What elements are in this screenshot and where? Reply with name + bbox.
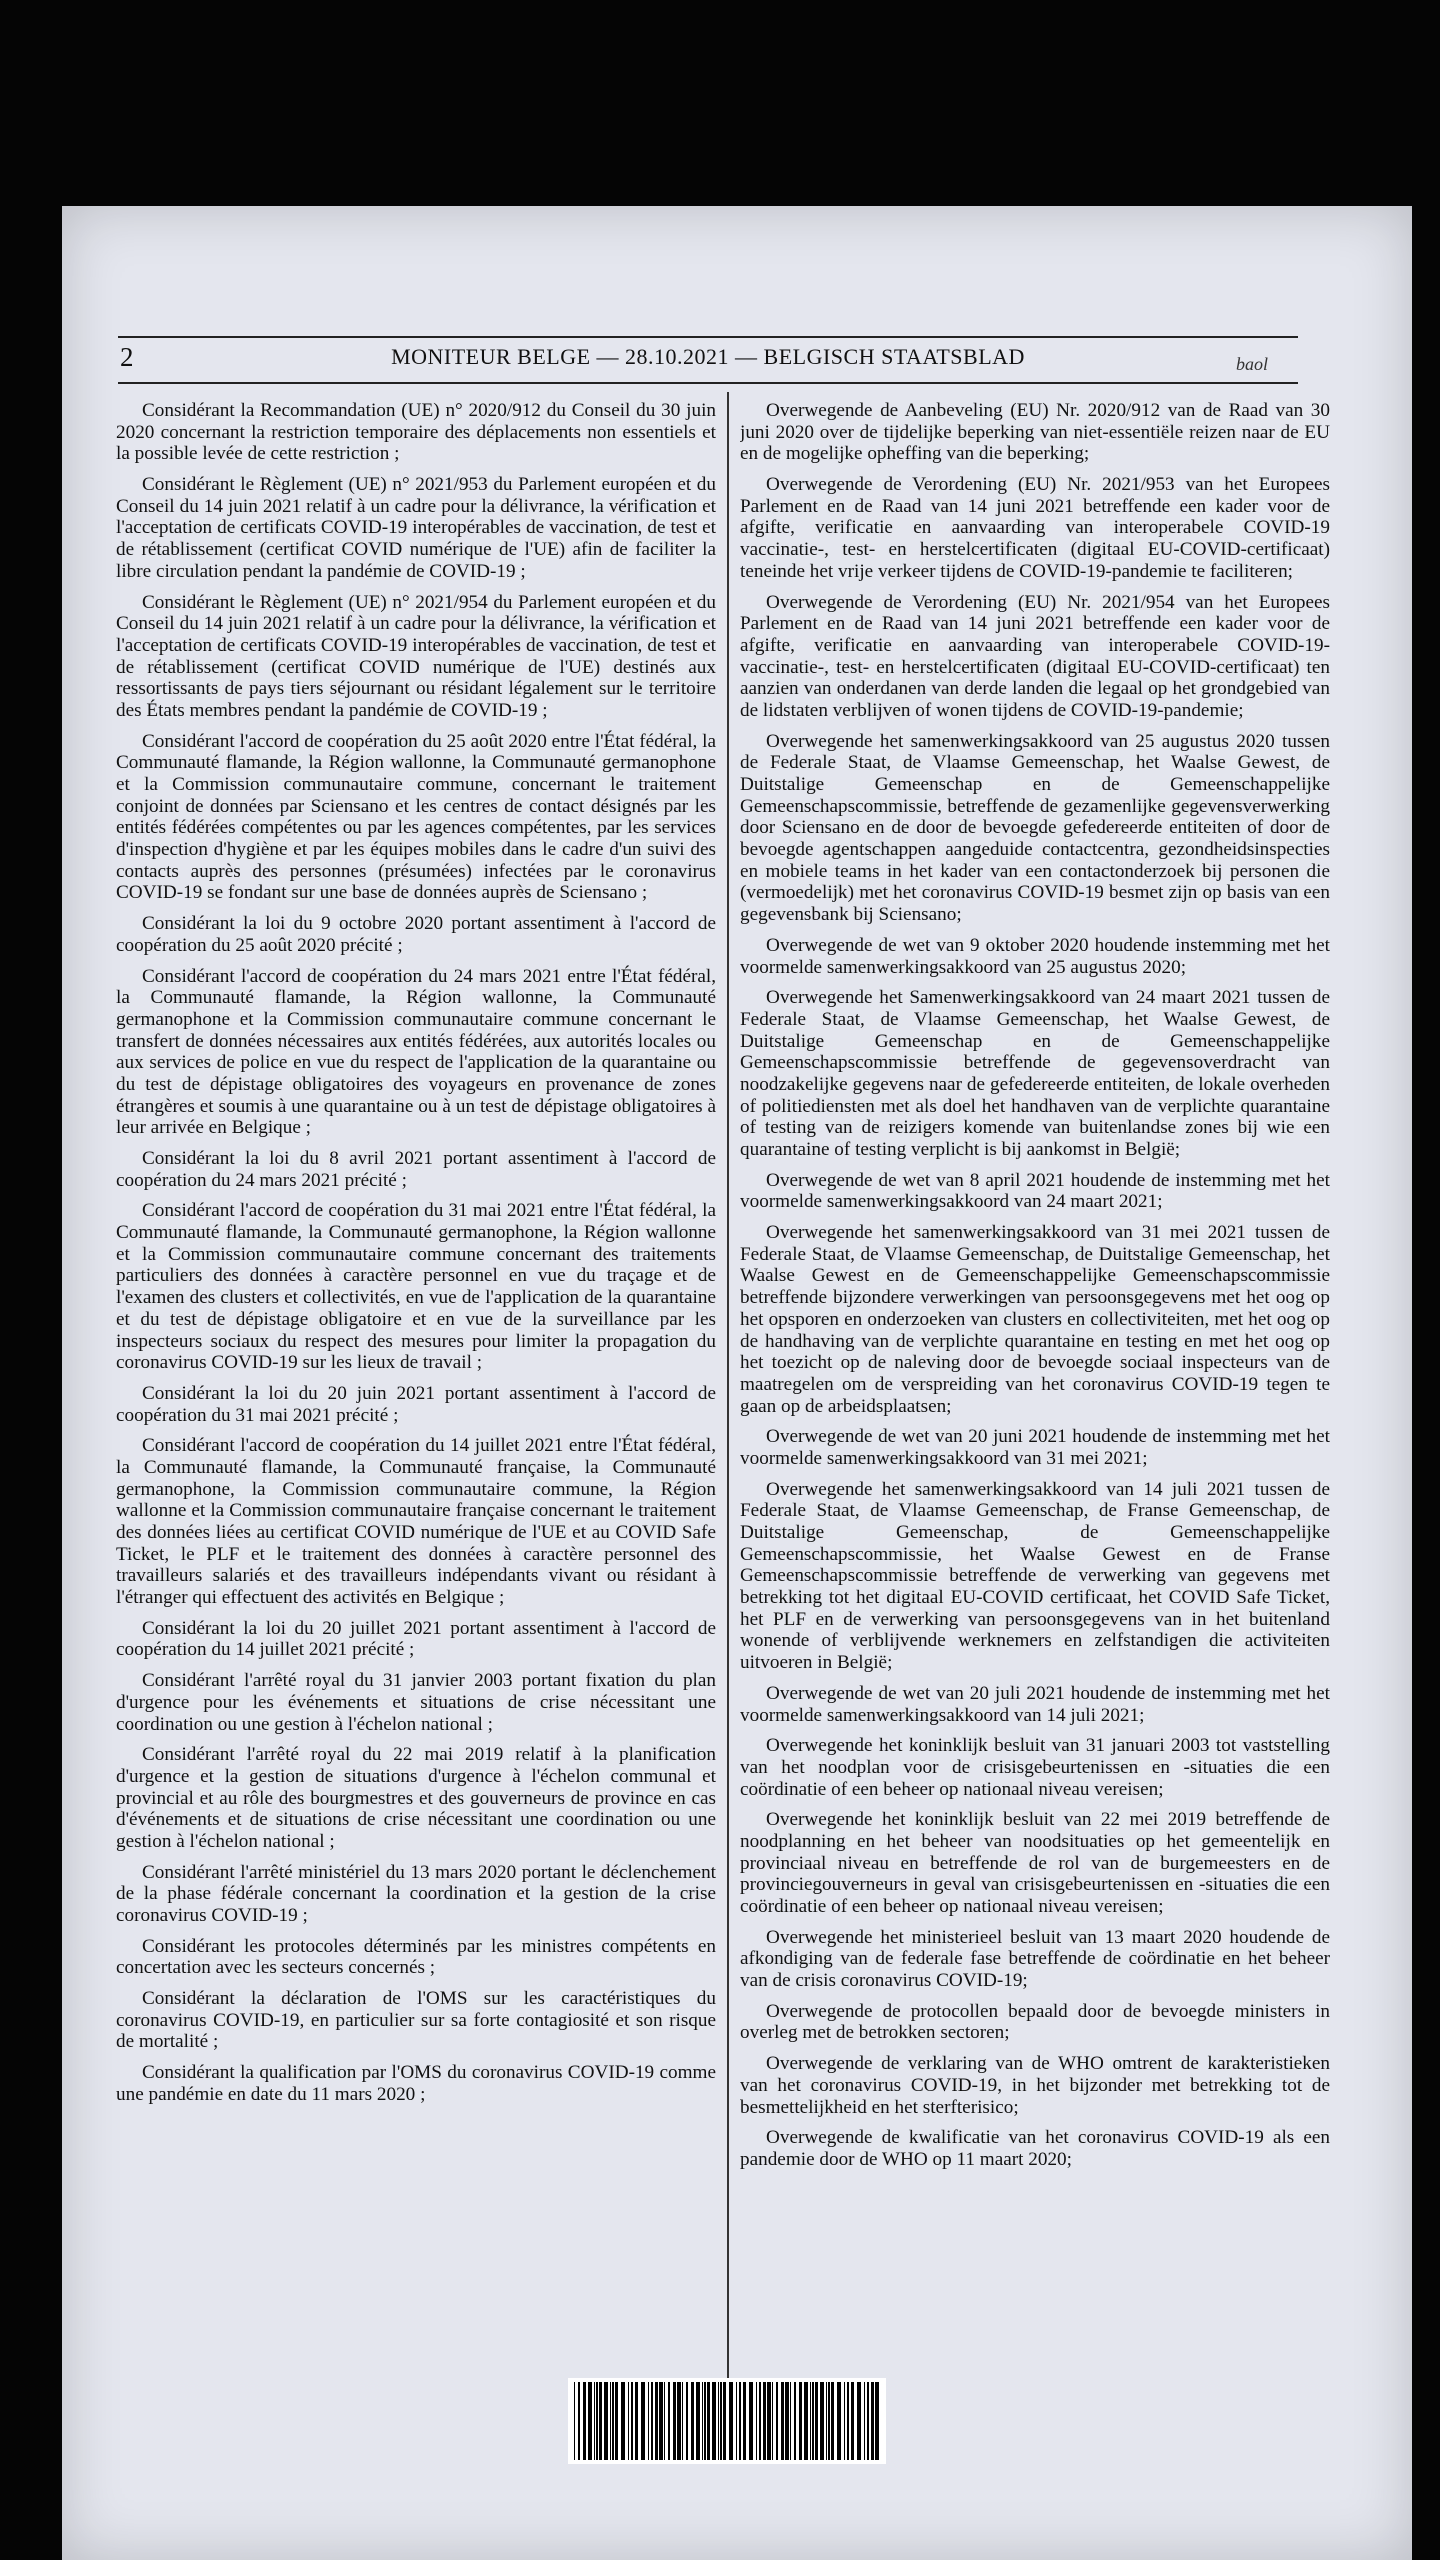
french-column [116,400,716,2430]
paragraph: Considérant le Règlement (UE) n° 2021/953 du Parlement européen et du Conseil du 14 juin 2021 relatif à un cadre pour la délivrance, la vérification et l'acceptation de certificats COVID-19 interopérables de vaccination, de test et de rétablissement (certificat COVID numérique de l'UE) afin de faciliter la libre circulation pendant la pandémie de COVID-19 ; [116,474,716,582]
column-divider [727,392,729,2422]
paragraph: Considérant l'accord de coopération du 25 août 2020 entre l'État fédéral, la Communauté flamande, la Région wallonne, la Communauté germanophone et la Commission communautaire commune, concernant le traitement conjoint de données par Sciensano et les centres de contact désignés par les entités fédérées compétentes ou par les agences compétentes, par les services d'inspection d'hygiène et par les équipes mobiles dans le cadre d'un suivi des contacts auprès des personnes (présumées) infectées par le coronavirus COVID-19 se fondant sur une base de données auprès de Sciensano ; [116,730,716,904]
paragraph: Overwegende het ministerieel besluit van 13 maart 2020 houdende de afkondiging van de federale fase betreffende de coördinatie en het beheer van de crisis coronavirus COVID-19; [740,1926,1330,1992]
dutch-column [740,400,1330,2430]
barcode [568,2378,886,2464]
paragraph: Overwegende het samenwerkingsakkoord van 31 mei 2021 tussen de Federale Staat, de Vlaamse Gemeenschap, de Duitstalige Gemeenschap, het Waalse Gewest en de Gemeenschappelijke Gemeenschapscommissie betreffende bijzondere verwerkingen van persoonsgegevens met het oog op het opsporen en onderzoeken van clusters en collectiviteiten, met het oog op de handhaving van de verplichte quarantaine en testing en met het oog op het toezicht op de naleving door de bevoegde sociaal inspecteurs van de maatregelen om de verspreiding van het coronavirus COVID-19 tegen te gaan op de arbeidsplaatsen; [740,1222,1330,1417]
paragraph: Considérant l'arrêté royal du 22 mai 2019 relatif à la planification d'urgence et la gestion de situations d'urgence à l'échelon communal et provincial et au rôle des bourgmestres et des gouverneurs de province en cas d'événements et de situations de crise nécessitant une coordination ou une gestion à l'échelon national ; [116,1744,716,1852]
paragraph: Considérant l'arrêté ministériel du 13 mars 2020 portant le déclenchement de la phase fédérale concernant la coordination et la gestion de la crise coronavirus COVID-19 ; [116,1861,716,1926]
paragraph: Considérant la loi du 9 octobre 2020 portant assentiment à l'accord de coopération du 25 août 2020 précité ; [116,913,716,956]
paragraph: Considérant l'accord de coopération du 31 mai 2021 entre l'État fédéral, la Communauté flamande, la Communauté germanophone, la Région wallonne et la Commission communautaire commune concernant des traitements particuliers des données à caractère personnel en vue du traçage et de l'examen des clusters et collectivités, en vue de l'application de la quarantaine et du test de dépistage obligatoire et en vue de la surveillance par les inspecteurs sociaux du respect des mesures pour limiter la propagation du coronavirus COVID-19 sur les lieux de travail ; [116,1200,716,1374]
paragraph: Overwegende de wet van 9 oktober 2020 houdende instemming met het voormelde samenwerkingsakkoord van 25 augustus 2020; [740,934,1330,978]
paragraph: Overwegende het samenwerkingsakkoord van 25 augustus 2020 tussen de Federale Staat, de Vlaamse Gemeenschap, het Waalse Gewest, de Duitstalige Gemeenschap en de Gemeenschappelijke Gemeenschapscommissie, betreffende de gezamenlijke gegevensverwerking door Sciensano en de door de bevoegde gefedereerde entiteiten of door de bevoegde agentschappen aangeduide contactcentra, gezondheidsinspecties en mobiele teams in het kader van een contactonderzoek bij personen die (vermoedelijk) met het coronavirus COVID-19 besmet zijn op basis van een gegevensbank bij Sciensano; [740,730,1330,926]
paragraph: Overwegende het koninklijk besluit van 31 januari 2003 tot vaststelling van het noodplan voor de crisisgebeurtenissen en -situaties die een coördinatie of een beheer op nationaal niveau vereisen; [740,1735,1330,1800]
paragraph: Considérant l'accord de coopération du 24 mars 2021 entre l'État fédéral, la Communauté flamande, la Région wallonne, la Communauté germanophone et la Commission communautaire commune concernant le transfert de données nécessaires aux entités fédérées, aux autorités locales ou aux services de police en vue du respect de l'application de la quarantaine ou du test de dépistage obligatoires des voyageurs en provenance de zones étrangères et soumis à une quarantaine ou à un test de dépistage obligatoires à leur arrivée en Belgique ; [116,965,716,1139]
page-header [118,336,1298,384]
paragraph: Considérant la loi du 20 juillet 2021 portant assentiment à l'accord de coopération du 14 juillet 2021 précité ; [116,1617,716,1661]
paragraph: Overwegende het Samenwerkingsakkoord van 24 maart 2021 tussen de Federale Staat, de Vlaamse Gemeenschap, het Waalse Gewest, de Duitstalige Gemeenschap en de Gemeenschappelijke Gemeenschapscommissie betreffende de gegevensoverdracht van noodzakelijke gegevens naar de gefedereerde entiteiten, de lokale overheden of politiediensten met als doel het handhaven van de verplichte quarantaine of testing van de reizigers komende van buitenlandse zones bij wie een quarantaine of testing verplicht is bij aankomst in België; [740,987,1330,1160]
paragraph: Considérant la déclaration de l'OMS sur les caractéristiques du coronavirus COVID-19, en particulier sur sa forte contagiosité et son risque de mortalité ; [116,1988,716,2053]
paragraph: Overwegende de protocollen bepaald door de bevoegde ministers in overleg met de betrokken sectoren; [740,2000,1330,2044]
paragraph: Overwegende de verklaring van de WHO omtrent de karakteristieken van het coronavirus COVID-19, in het bijzonder met betrekking tot de besmettelijkheid en het sterfterisico; [740,2053,1330,2118]
paragraph: Overwegende de wet van 20 juli 2021 houdende de instemming met het voormelde samenwerkingsakkoord van 14 juli 2021; [740,1682,1330,1726]
paragraph: Considérant la Recommandation (UE) n° 2020/912 du Conseil du 30 juin 2020 concernant la restriction temporaire des déplacements non essentiels et la possible levée de cette restriction ; [116,400,716,465]
page-number: 2 [120,342,134,372]
paragraph: Overwegende de wet van 8 april 2021 houdende de instemming met het voormelde samenwerkingsakkoord van 24 maart 2021; [740,1169,1330,1213]
paragraph: Considérant le Règlement (UE) n° 2021/954 du Parlement européen et du Conseil du 14 juin 2021 relatif à un cadre pour la délivrance, la vérification et l'acceptation de certificats COVID-19 interopérables de vaccination, de test et de rétablissement (certificat COVID numérique de l'UE) destinés aux ressortissants de pays tiers séjournant ou résidant légalement sur le territoire des États membres pendant la pandémie de COVID-19 ; [116,591,716,721]
paragraph: Considérant l'accord de coopération du 14 juillet 2021 entre l'État fédéral, la Communauté flamande, la Communauté française, la Communauté germanophone, la Commission communautaire commune, la Région wallonne et la Commission communautaire française concernant le traitement des données liées au certificat COVID numérique de l'UE et au COVID Safe Ticket, le PLF et le traitement des données à caractère personnel des travailleurs salariés et des travailleurs indépendants vivant ou résidant à l'étranger qui effectuent des activités en Belgique ; [116,1435,716,1609]
paragraph: Considérant la loi du 8 avril 2021 portant assentiment à l'accord de coopération du 24 mars 2021 précité ; [116,1148,716,1191]
paragraph: Considérant la qualification par l'OMS du coronavirus COVID-19 comme une pandémie en date du 11 mars 2020 ; [116,2062,716,2105]
paragraph: Considérant les protocoles déterminés par les ministres compétents en concertation avec les secteurs concernés ; [116,1935,716,1979]
handwritten-note: baol [1235,354,1268,374]
paragraph: Considérant la loi du 20 juin 2021 portant assentiment à l'accord de coopération du 31 mai 2021 précité ; [116,1382,716,1426]
paragraph: Overwegende het samenwerkingsakkoord van 14 juli 2021 tussen de Federale Staat, de Vlaamse Gemeenschap, de Franse Gemeenschap, de Duitstalige Gemeenschap, de Gemeenschappelijke Gemeenschapscommissie, het Waalse Gewest en de Franse Gemeenschapscommissie betreffende de verwerking van gegevens met betrekking tot het digitaal EU-COVID certificaat, het COVID Safe Ticket, het PLF en de verwerking van persoonsgegevens van in het buitenland wonende of verblijvende werknemers en zelfstandigen die activiteiten uitvoeren in België; [740,1478,1330,1674]
paragraph: Overwegende het koninklijk besluit van 22 mei 2019 betreffende de noodplanning en het beheer van noodsituaties op het gemeentelijk en provinciaal niveau en betreffende de rol van de burgemeesters en de provinciegouverneurs in geval van crisisgebeurtenissen en -situaties die een coördinatie of een beheer op nationaal niveau vereisen; [740,1809,1330,1917]
paragraph: Overwegende de Verordening (EU) Nr. 2021/954 van het Europees Parlement en de Raad van 14 juni 2021 betreffende een kader voor de afgifte, verificatie en aanvaarding van interoperabele COVID-19-vaccinatie-, test- en herstelcertificaten (digitaal EU-COVID-certificaat) ten aanzien van onderdanen van derde landen die legaal op het grondgebied van de lidstaten verblijven of wonen tijdens de COVID-19-pandemie; [740,591,1330,721]
paragraph: Overwegende de wet van 20 juni 2021 houdende de instemming met het voormelde samenwerkingsakkoord van 31 mei 2021; [740,1426,1330,1469]
paragraph: Overwegende de Aanbeveling (EU) Nr. 2020/912 van de Raad van 30 juni 2020 over de tijdelijke beperking van niet-essentiële reizen naar de EU en de mogelijke opheffing van die beperking; [740,400,1330,465]
paragraph: Overwegende de Verordening (EU) Nr. 2021/953 van het Europees Parlement en de Raad van 14 juni 2021 betreffende een kader voor de afgifte, verificatie en aanvaarding van interoperabele COVID-19 vaccinatie-, test- en herstelcertificaten (digitaal EU-COVID-certificaat) teneinde het vrije verkeer tijdens de COVID-19-pandemie te faciliteren; [740,474,1330,582]
paragraph: Overwegende de kwalificatie van het coronavirus COVID-19 als een pandemie door de WHO op 11 maart 2020; [740,2127,1330,2170]
masthead-title: MONITEUR BELGE — 28.10.2021 — BELGISCH STAATSBLAD [391,344,1025,369]
paragraph: Considérant l'arrêté royal du 31 janvier 2003 portant fixation du plan d'urgence pour les événements et situations de crise nécessitant une coordination ou une gestion à l'échelon national ; [116,1670,716,1735]
